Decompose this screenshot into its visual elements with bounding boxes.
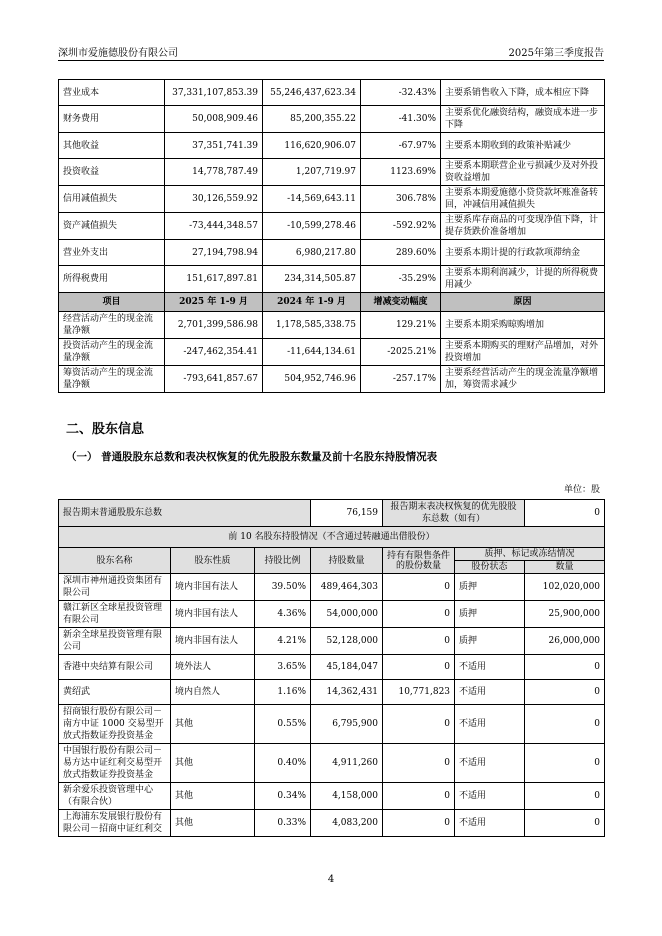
holder-shares: 52,128,000 — [311, 628, 383, 655]
row-item: 其他收益 — [59, 133, 165, 159]
holder-restricted: 0 — [383, 705, 455, 744]
row-current-value: -793,641,857.67 — [165, 366, 263, 393]
row-item: 信用减值损失 — [59, 186, 165, 213]
cf-header-item: 项目 — [59, 293, 165, 312]
holder-name: 招商银行股份有限公司－南方中证 1000 交易型开放式指数证券投资基金 — [59, 705, 171, 744]
row-change: 1123.69% — [361, 159, 441, 186]
pref-holder-label: 报告期末表决权恢复的优先股股东总数（如有） — [383, 500, 525, 527]
holder-nature: 境内非国有法人 — [171, 601, 255, 628]
row-previous-value: 116,620,906.07 — [263, 133, 361, 159]
holder-ratio: 0.40% — [255, 744, 311, 783]
top10-rows — [59, 574, 605, 837]
row-change: -67.97% — [361, 133, 441, 159]
income-rows — [59, 80, 605, 293]
holder-share-status: 不适用 — [455, 810, 525, 837]
row-reason: 主要系经营活动产生的现金流量净额增加，筹资需求减少 — [441, 366, 605, 393]
th-ratio: 持股比例 — [255, 548, 311, 574]
row-item: 营业外支出 — [59, 240, 165, 266]
row-current-value: 37,331,107,853.39 — [165, 80, 263, 106]
row-previous-value: -11,644,134.61 — [263, 339, 361, 366]
holder-pledge-qty: 0 — [525, 705, 605, 744]
holder-name: 新余全球星投资管理有限公司 — [59, 628, 171, 655]
cf-header-current: 2025 年 1-9 月 — [165, 293, 263, 312]
row-item: 筹资活动产生的现金流量净额 — [59, 366, 165, 393]
unit-label: 单位：股 — [563, 485, 600, 495]
holder-nature: 其他 — [171, 705, 255, 744]
row-change: -592.92% — [361, 213, 441, 240]
holder-restricted: 0 — [383, 574, 455, 601]
row-item: 资产减值损失 — [59, 213, 165, 240]
holder-name: 黄绍武 — [59, 680, 171, 705]
row-change: 129.21% — [361, 312, 441, 339]
th-status: 股份状态 — [455, 561, 525, 574]
row-reason: 主要系本期购买的理财产品增加，对外投资增加 — [441, 339, 605, 366]
row-change: -41.30% — [361, 106, 441, 133]
holder-shares: 489,464,303 — [311, 574, 383, 601]
th-restricted: 持有有限售条件的股份数量 — [383, 548, 455, 574]
cashflow-header — [59, 293, 605, 312]
row-reason: 主要系本期计提的行政款项滞纳金 — [441, 240, 605, 266]
holder-restricted: 0 — [383, 783, 455, 810]
row-previous-value: 6,980,217.80 — [263, 240, 361, 266]
cashflow-rows — [59, 312, 605, 393]
holder-pledge-qty: 26,000,000 — [525, 628, 605, 655]
holder-share-status: 不适用 — [455, 705, 525, 744]
holder-share-status: 不适用 — [455, 783, 525, 810]
th-pledge: 质押、标记或冻结情况 — [455, 548, 605, 561]
row-previous-value: 1,207,719.97 — [263, 159, 361, 186]
header-rule — [58, 60, 604, 61]
table-row — [59, 744, 605, 783]
row-item: 投资收益 — [59, 159, 165, 186]
row-current-value: -73,444,348.57 — [165, 213, 263, 240]
row-change: 306.78% — [361, 186, 441, 213]
holder-name: 新余爱乐投资管理中心（有限合伙） — [59, 783, 171, 810]
header-company: 深圳市爱施德股份有限公司 — [58, 48, 178, 59]
holder-ratio: 0.34% — [255, 783, 311, 810]
table-row — [59, 705, 605, 744]
row-change: -257.17% — [361, 366, 441, 393]
holder-ratio: 3.65% — [255, 655, 311, 680]
pref-holder-value: 0 — [525, 500, 605, 527]
table-row — [59, 680, 605, 705]
table-row — [59, 240, 605, 266]
row-previous-value: -10,599,278.46 — [263, 213, 361, 240]
page-number: 4 — [327, 874, 335, 885]
holder-restricted: 0 — [383, 628, 455, 655]
table-row — [59, 628, 605, 655]
holder-ratio: 4.21% — [255, 628, 311, 655]
row-reason: 主要系销售收入下降，成本相应下降 — [441, 80, 605, 106]
holder-ratio: 0.55% — [255, 705, 311, 744]
holder-shares: 14,362,431 — [311, 680, 383, 705]
holder-restricted: 0 — [383, 744, 455, 783]
row-reason: 主要系本期爱施德小贷贷款坏账准备转回，冲减信用减值损失 — [441, 186, 605, 213]
table-row — [59, 574, 605, 601]
holder-shares: 4,911,260 — [311, 744, 383, 783]
holder-restricted: 0 — [383, 810, 455, 837]
holder-ratio: 0.33% — [255, 810, 311, 837]
row-previous-value: -14,569,643.11 — [263, 186, 361, 213]
holder-ratio: 39.50% — [255, 574, 311, 601]
sub-title: （一） 普通股股东总数和表决权恢复的优先股股东数量及前十名股东持股情况表 — [66, 451, 438, 463]
section-title: 二、股东信息 — [66, 422, 145, 437]
table-row — [59, 810, 605, 837]
row-current-value: -247,462,354.41 — [165, 339, 263, 366]
holder-share-status: 不适用 — [455, 655, 525, 680]
row-change: -35.29% — [361, 266, 441, 293]
cf-header-reason: 原因 — [441, 293, 605, 312]
th-qty: 数量 — [525, 561, 605, 574]
row-current-value: 50,008,909.46 — [165, 106, 263, 133]
row-item: 经营活动产生的现金流量净额 — [59, 312, 165, 339]
table-row — [59, 80, 605, 106]
holder-share-status: 质押 — [455, 628, 525, 655]
row-reason: 主要系本期收到的政策补贴减少 — [441, 133, 605, 159]
holder-ratio: 1.16% — [255, 680, 311, 705]
row-previous-value: 504,952,746.96 — [263, 366, 361, 393]
financial-change-table — [58, 79, 605, 393]
th-shares: 持股数量 — [311, 548, 383, 574]
row-current-value: 151,617,897.81 — [165, 266, 263, 293]
row-previous-value: 234,314,505.87 — [263, 266, 361, 293]
row-item: 营业成本 — [59, 80, 165, 106]
row-current-value: 37,351,741.39 — [165, 133, 263, 159]
holder-shares: 6,795,900 — [311, 705, 383, 744]
holder-restricted: 0 — [383, 655, 455, 680]
holder-shares: 54,000,000 — [311, 601, 383, 628]
common-holder-value: 76,159 — [311, 500, 383, 527]
table-row — [59, 213, 605, 240]
row-current-value: 30,126,559.92 — [165, 186, 263, 213]
row-reason: 主要系本期利润减少，计提的所得税费用减少 — [441, 266, 605, 293]
row-reason: 主要系库存商品的可变现净值下降，计提存货跌价准备增加 — [441, 213, 605, 240]
holder-pledge-qty: 0 — [525, 680, 605, 705]
holder-pledge-qty: 102,020,000 — [525, 574, 605, 601]
common-holder-label: 报告期末普通股股东总数 — [59, 500, 311, 527]
top10-title: 前 10 名股东持股情况（不含通过转融通出借股份） — [59, 527, 605, 548]
row-previous-value: 85,200,355.22 — [263, 106, 361, 133]
table-row — [59, 601, 605, 628]
holder-name: 香港中央结算有限公司 — [59, 655, 171, 680]
table-row — [59, 312, 605, 339]
holder-nature: 其他 — [171, 783, 255, 810]
holder-nature: 其他 — [171, 744, 255, 783]
row-reason: 主要系本期联营企业亏损减少及对外投资收益增加 — [441, 159, 605, 186]
cf-header-previous: 2024 年 1-9 月 — [263, 293, 361, 312]
holder-restricted: 10,771,823 — [383, 680, 455, 705]
holder-shares: 4,158,000 — [311, 783, 383, 810]
cf-header-change: 增减变动幅度 — [361, 293, 441, 312]
holder-shares: 45,184,047 — [311, 655, 383, 680]
row-reason: 主要系优化融资结构，融资成本进一步下降 — [441, 106, 605, 133]
holder-share-status: 质押 — [455, 601, 525, 628]
row-reason: 主要系本期采购晾购增加 — [441, 312, 605, 339]
row-previous-value: 1,178,585,338.75 — [263, 312, 361, 339]
header-report-title: 2025年第三季度报告 — [508, 48, 604, 59]
holder-share-status: 不适用 — [455, 680, 525, 705]
holder-nature: 其他 — [171, 810, 255, 837]
table-row — [59, 266, 605, 293]
table-row — [59, 133, 605, 159]
table-row — [59, 783, 605, 810]
table-row — [59, 106, 605, 133]
holder-nature: 境内自然人 — [171, 680, 255, 705]
table-row — [59, 655, 605, 680]
row-change: -32.43% — [361, 80, 441, 106]
holder-name: 上海浦东发展银行股份有限公司－招商中证红利交 — [59, 810, 171, 837]
row-previous-value: 55,246,437,623.34 — [263, 80, 361, 106]
row-change: -2025.21% — [361, 339, 441, 366]
holder-name: 中国银行股份有限公司－易方达中证红利交易型开放式指数证券投资基金 — [59, 744, 171, 783]
table-row — [59, 186, 605, 213]
holder-restricted: 0 — [383, 601, 455, 628]
row-item: 所得税费用 — [59, 266, 165, 293]
holder-share-status: 不适用 — [455, 744, 525, 783]
row-current-value: 27,194,798.94 — [165, 240, 263, 266]
shareholder-table — [58, 499, 605, 837]
holder-shares: 4,083,200 — [311, 810, 383, 837]
holder-nature: 境外法人 — [171, 655, 255, 680]
holder-nature: 境内非国有法人 — [171, 628, 255, 655]
row-item: 投资活动产生的现金流量净额 — [59, 339, 165, 366]
row-current-value: 2,701,399,586.98 — [165, 312, 263, 339]
row-change: 289.60% — [361, 240, 441, 266]
table-row — [59, 159, 605, 186]
row-current-value: 14,778,787.49 — [165, 159, 263, 186]
holder-pledge-qty: 0 — [525, 783, 605, 810]
holder-name: 深圳市神州通投资集团有限公司 — [59, 574, 171, 601]
holder-pledge-qty: 0 — [525, 810, 605, 837]
th-name: 股东名称 — [59, 548, 171, 574]
holder-pledge-qty: 25,900,000 — [525, 601, 605, 628]
holder-pledge-qty: 0 — [525, 744, 605, 783]
holder-share-status: 质押 — [455, 574, 525, 601]
table-row — [59, 339, 605, 366]
row-item: 财务费用 — [59, 106, 165, 133]
holder-pledge-qty: 0 — [525, 655, 605, 680]
table-row — [59, 366, 605, 393]
holder-ratio: 4.36% — [255, 601, 311, 628]
th-nature: 股东性质 — [171, 548, 255, 574]
holder-nature: 境内非国有法人 — [171, 574, 255, 601]
holder-name: 赣江新区全球星投资管理有限公司 — [59, 601, 171, 628]
